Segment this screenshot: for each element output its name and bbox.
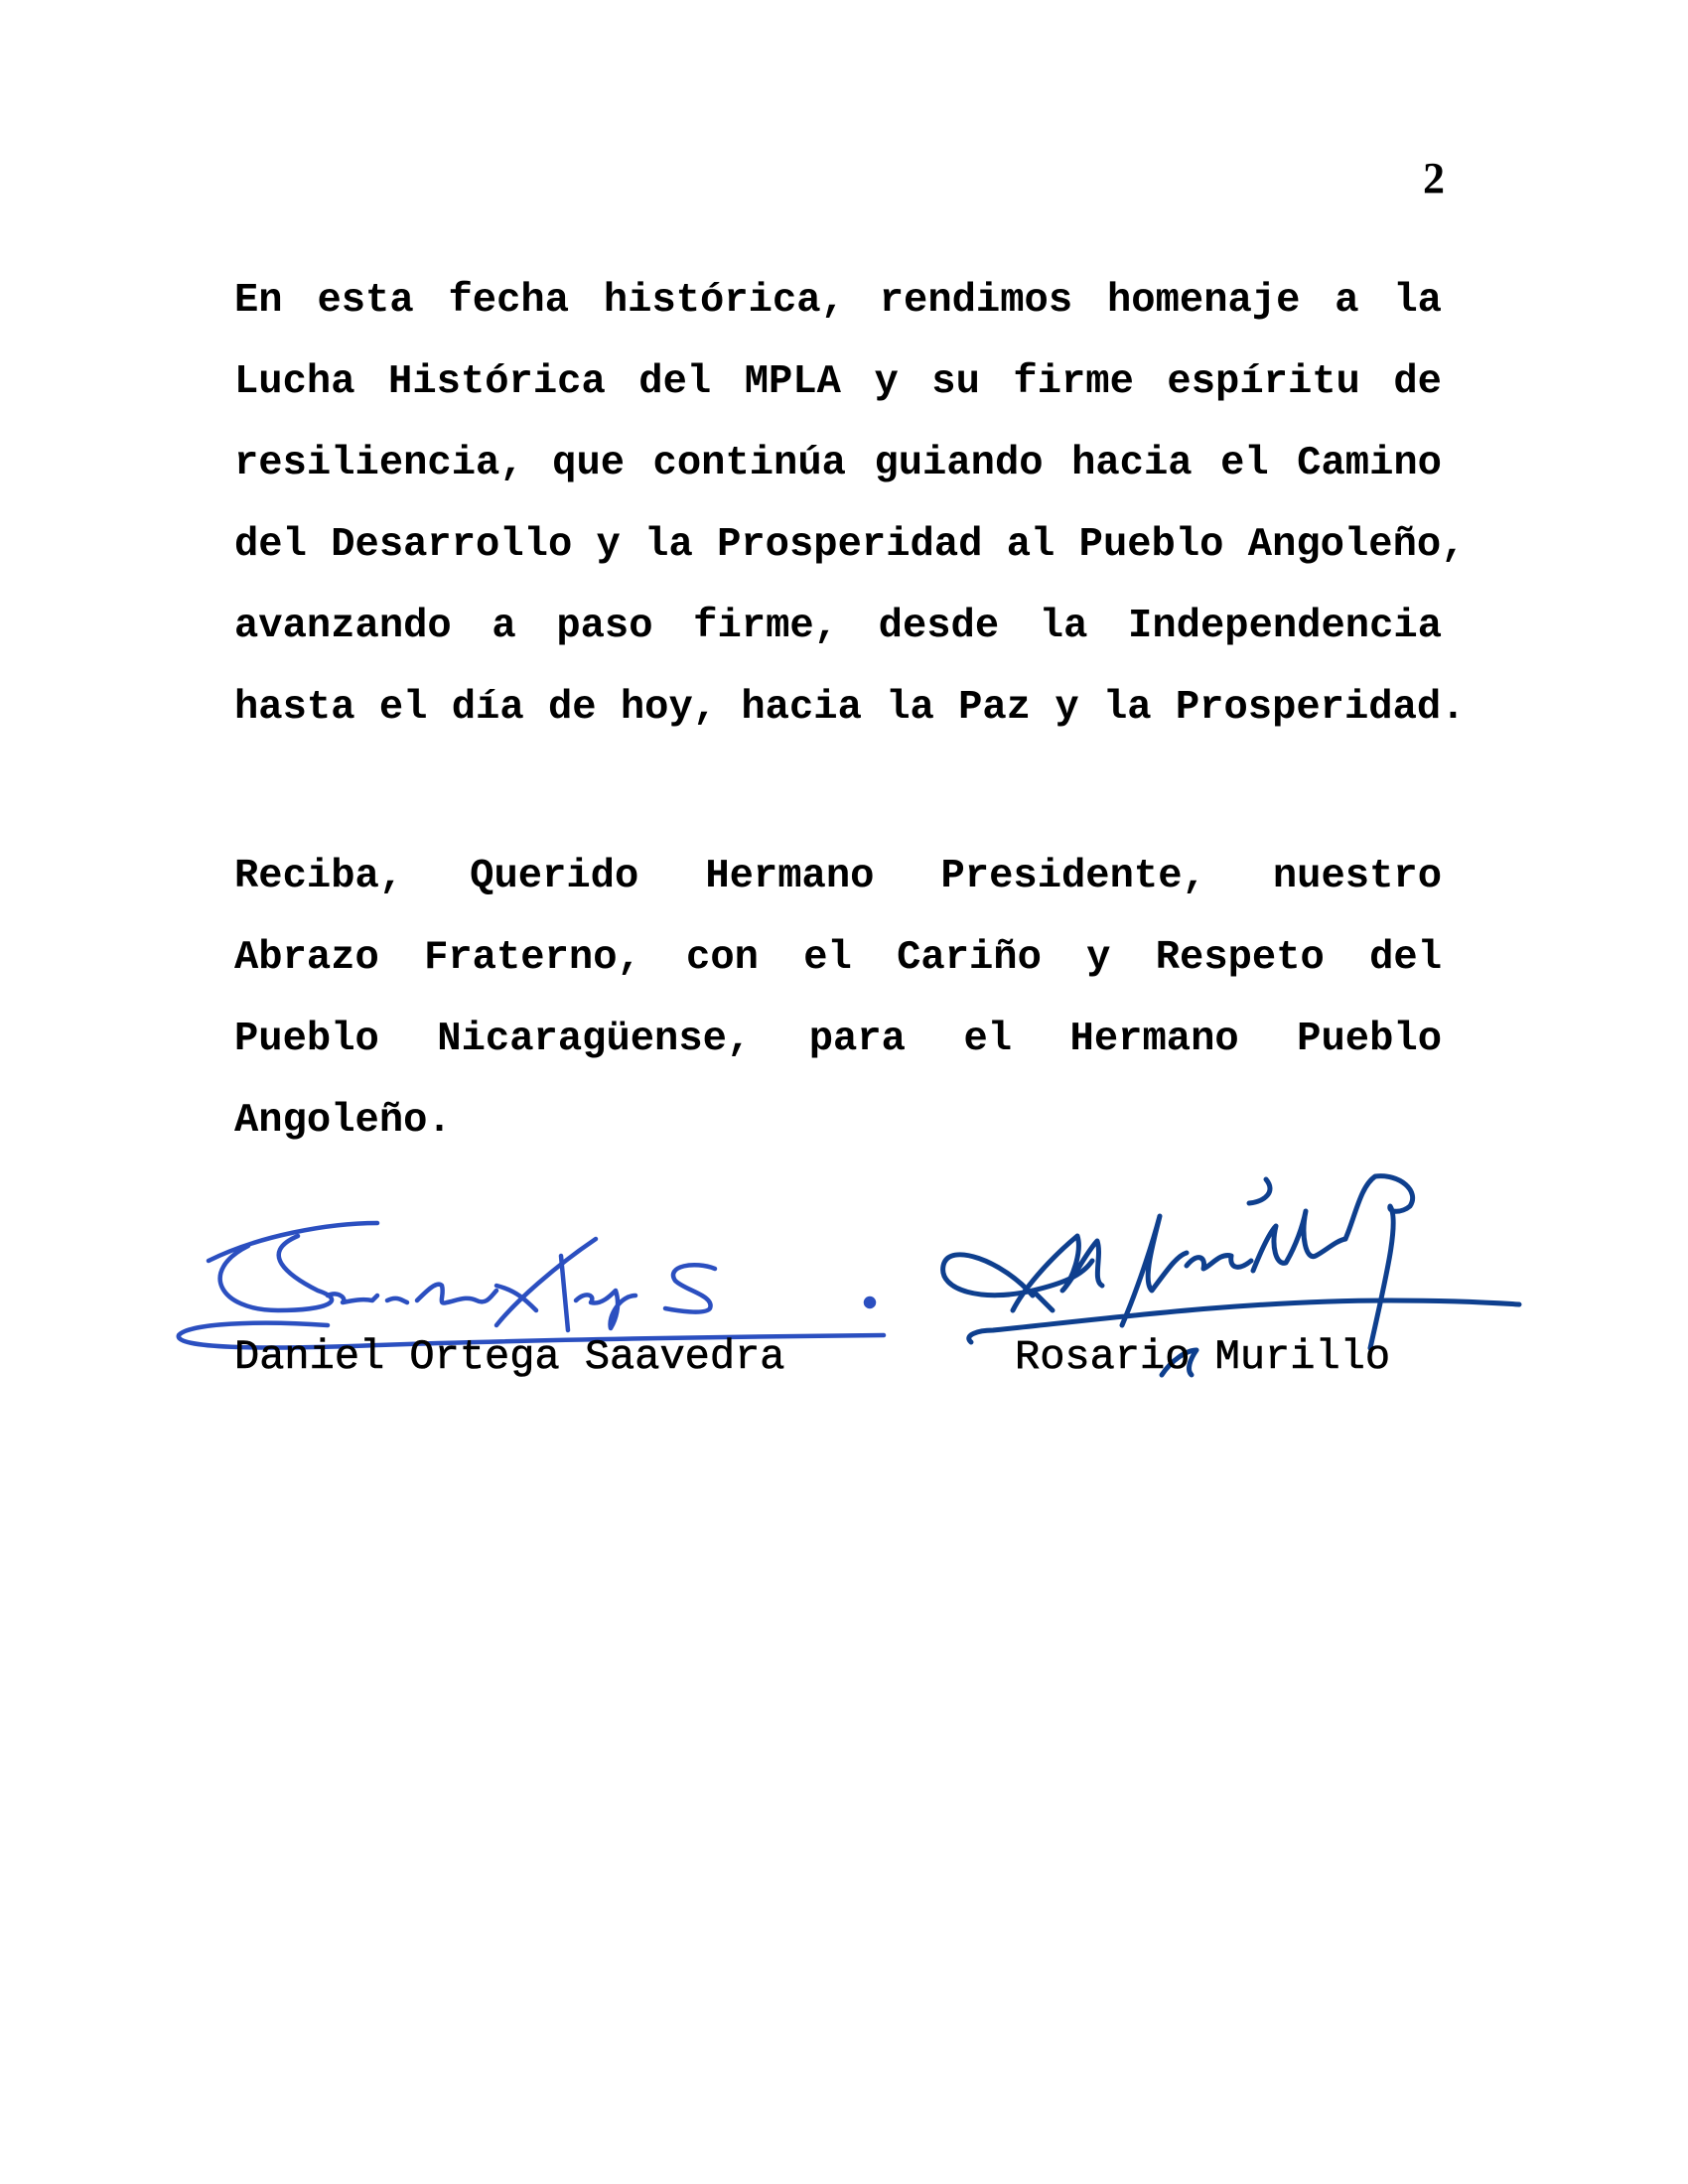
signature-daniel-ortega-icon — [179, 1223, 884, 1348]
paragraph-line: avanzando a paso firme, desde la Independencia — [234, 604, 1442, 649]
paragraph-line: Pueblo Nicaragüense, para el Hermano Pueblo — [234, 1017, 1442, 1062]
signer-name-2: Rosario Murillo — [1015, 1333, 1391, 1381]
signer-name-1: Daniel Ortega Saavedra — [234, 1333, 785, 1381]
paragraph-line: hasta el día de hoy, hacia la Paz y la Prosperidad. — [234, 685, 1466, 731]
paragraph-line: Reciba, Querido Hermano Presidente, nuestro — [234, 854, 1442, 899]
paragraph-line: Angoleño. — [234, 1098, 452, 1144]
paragraph-line: En esta fecha histórica, rendimos homenaje a la — [234, 278, 1442, 324]
paragraph-line: del Desarrollo y la Prosperidad al Pueblo Angoleño, — [234, 522, 1466, 568]
page-number: 2 — [1423, 154, 1445, 203]
body-paragraph-1 — [234, 260, 1466, 749]
body-paragraph-2 — [234, 836, 1442, 1161]
paragraph-line: resiliencia, que continúa guiando hacia el Camino — [234, 441, 1442, 486]
paragraph-line: Lucha Histórica del MPLA y su firme espíritu de — [234, 359, 1442, 405]
paragraph-line: Abrazo Fraterno, con el Cariño y Respeto del — [234, 935, 1442, 981]
